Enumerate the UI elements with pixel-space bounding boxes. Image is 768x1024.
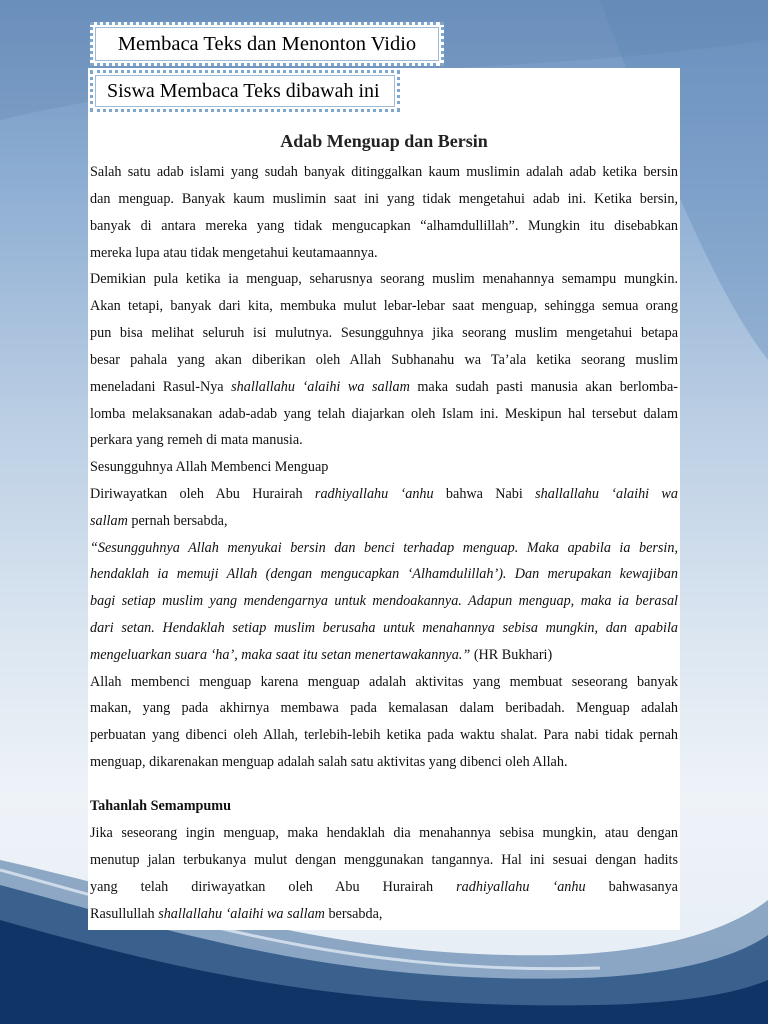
quote-text: bagi setiap muslim yang mendengarnya untuk mendoakannya. Adapun menguap, maka ia berasal bbox=[90, 593, 678, 609]
header-subtitle-box bbox=[90, 70, 400, 112]
paragraph-line: Jika seseorang ingin menguap, maka hendaklah dia menahannya sebisa mungkin, atau dengan bbox=[90, 825, 678, 841]
article-heading: Adab Menguap dan Bersin bbox=[280, 131, 488, 151]
hadith-source: (HR Bukhari) bbox=[470, 647, 553, 663]
line-segment: yang telah diriwayatkan oleh Abu Hurairah bbox=[90, 879, 457, 895]
line-segment: bahwa Nabi bbox=[433, 486, 536, 502]
header-subtitle: Siswa Membaca Teks dibawah ini bbox=[107, 80, 380, 102]
line-segment: Rasullullah bbox=[90, 906, 159, 922]
hadith-quote-line bbox=[90, 588, 678, 615]
header-title: Membaca Teks dan Menonton Vidio bbox=[117, 33, 417, 55]
paragraph-line bbox=[90, 481, 678, 508]
paragraph-line: menguap, dikarenakan menguap adalah salah satu aktivitas yang dibenci oleh Allah. bbox=[90, 754, 568, 770]
line-segment: meneladani Rasul-Nya bbox=[90, 379, 232, 395]
paragraph-line: makan, yang pada akhirnya membawa pada kemalasan dalam beribadah. Menguap adalah bbox=[90, 700, 678, 716]
paragraph-line: banyak di antara mereka yang tidak mengucapkan “alhamdullillah”. Mungkin itu disebabkan bbox=[90, 218, 678, 234]
quote-text: dari setan. Hendaklah setiap muslim berusaha untuk menahannya sebisa mungkin, dan apabila bbox=[90, 620, 678, 636]
paragraph-line bbox=[90, 374, 678, 401]
paragraph-line: dan menguap. Banyak kaum muslimin saat ini yang tidak mengetahui adab ini. Ketika bersin, bbox=[90, 191, 678, 207]
paragraph-line: lomba melaksanakan adab-adab yang telah diajarkan oleh Islam ini. Meskipun hal tersebut dalam bbox=[90, 406, 678, 422]
line-segment: Diriwayatkan oleh Abu Hurairah bbox=[90, 486, 315, 502]
paragraph-line: perbuatan yang dibenci oleh Allah, terlebih-lebih ketika pada waktu shalat. Para nabi tidak pernah bbox=[90, 727, 678, 743]
line-segment-italic: shallallahu ‘alaihi wa sallam bbox=[158, 906, 325, 922]
quote-text: hendaklah ia memuji Allah (dengan mengucapkan ‘Alhamdulillah’). Dan merupakan kewajiban bbox=[90, 566, 678, 582]
line-segment: pernah bersabda, bbox=[127, 513, 228, 529]
document-page bbox=[88, 68, 680, 930]
paragraph-line bbox=[90, 901, 678, 928]
hadith-quote-line bbox=[90, 561, 678, 588]
paragraph-line: mereka lupa atau tidak mengetahui keutamaannya. bbox=[90, 245, 378, 261]
hadith-quote-line bbox=[90, 642, 678, 669]
section-heading: Tahanlah Semampumu bbox=[90, 798, 232, 814]
section-heading: Sesungguhnya Allah Membenci Menguap bbox=[90, 459, 329, 475]
quote-text: “Sesungguhnya Allah menyukai bersin dan benci terhadap menguap. Maka apabila ia bersin, bbox=[90, 540, 678, 556]
paragraph-line: pun bisa melihat seluruh isi mulutnya. Sesungguhnya jika seorang muslim mengetahui betapa bbox=[90, 325, 678, 341]
line-segment-italic: radhiyallahu ‘anhu bbox=[456, 879, 586, 895]
paragraph-line: Demikian pula ketika ia menguap, seharusnya seorang muslim menahannya semampu mungkin. bbox=[90, 271, 678, 287]
line-segment-italic: shallallahu ‘alaihi wa sallam bbox=[231, 379, 410, 395]
line-segment-italic: shallallahu ‘alaihi wa bbox=[535, 486, 678, 502]
paragraph-line: menutup jalan terbukanya mulut dengan menggunakan tangannya. Hal ini sesuai dengan hadits bbox=[90, 852, 678, 868]
header-title-box bbox=[90, 22, 444, 66]
paragraph-line: besar pahala yang akan diberikan oleh Allah Subhanahu wa Ta’ala ketika seorang muslim bbox=[90, 352, 678, 368]
hadith-quote-line bbox=[90, 535, 678, 562]
line-segment-italic: radhiyallahu ‘anhu bbox=[314, 486, 434, 502]
quote-text: mengeluarkan suara ‘ha’, maka saat itu setan menertawakannya.” bbox=[90, 647, 471, 663]
line-segment: bersabda, bbox=[324, 906, 383, 922]
paragraph-line: Allah membenci menguap karena menguap adalah aktivitas yang membuat seseorang banyak bbox=[90, 674, 678, 690]
paragraph-line bbox=[90, 508, 678, 535]
paragraph-line: Akan tetapi, banyak dari kita, membuka mulut lebar-lebar saat menguap, sehingga semua orang bbox=[90, 298, 678, 314]
line-segment: maka sudah pasti manusia akan berlomba- bbox=[409, 379, 679, 395]
paragraph-line: perkara yang remeh di mata manusia. bbox=[90, 432, 303, 448]
paragraph-line bbox=[90, 874, 678, 901]
line-segment-italic: sallam bbox=[90, 513, 128, 529]
line-segment: bahwasanya bbox=[585, 879, 678, 895]
hadith-quote-line bbox=[90, 615, 678, 642]
paragraph-line: Salah satu adab islami yang sudah banyak ditinggalkan kaum muslimin adalah adab ketika bersin bbox=[90, 164, 678, 180]
